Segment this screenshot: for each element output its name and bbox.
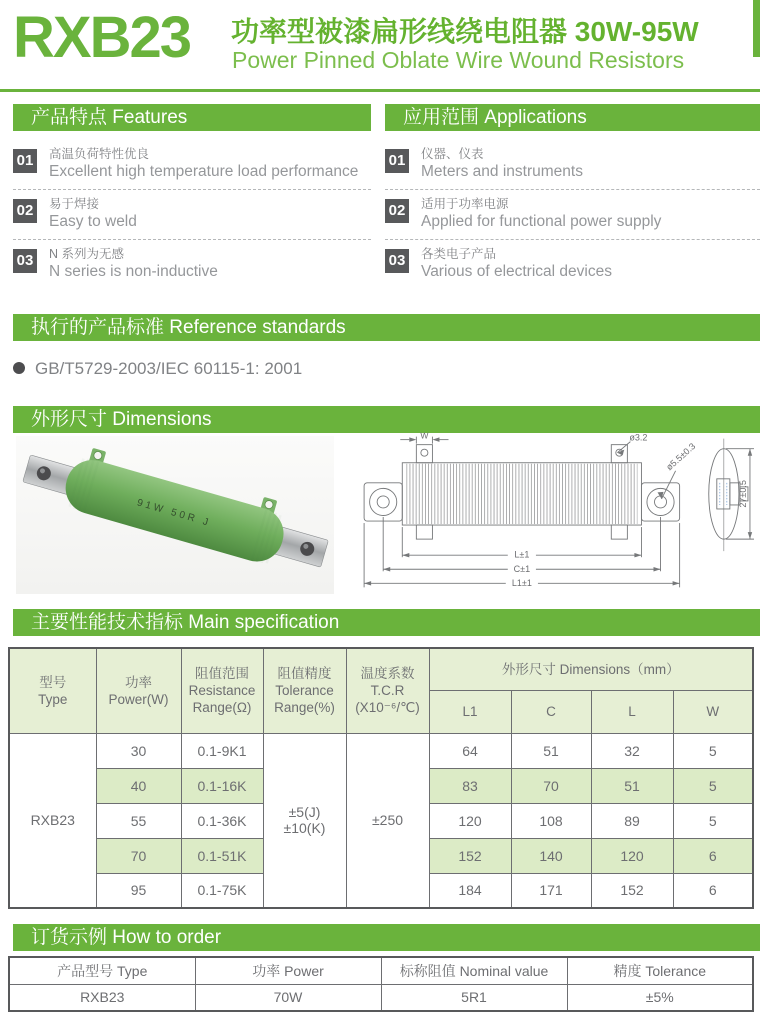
cell-l1: 184 bbox=[429, 873, 511, 908]
bullet-icon bbox=[13, 362, 25, 374]
list-item bbox=[385, 194, 760, 240]
cell-tcr: ±250 bbox=[346, 733, 429, 908]
col-header-line: Type bbox=[38, 691, 68, 707]
item-text-en: Easy to weld bbox=[49, 213, 137, 230]
col-header-tcr bbox=[346, 648, 429, 733]
dim-label-w: W bbox=[420, 430, 429, 441]
order-col-power: 功率 Power bbox=[195, 957, 381, 984]
dimensions-heading: 外形尺寸 Dimensions bbox=[13, 406, 760, 433]
item-number-badge: 01 bbox=[385, 149, 409, 173]
cell-c: 51 bbox=[511, 733, 591, 768]
col-header-line: 阻值范围 bbox=[195, 666, 249, 682]
col-header-l: L bbox=[591, 690, 673, 733]
cell-c: 171 bbox=[511, 873, 591, 908]
item-text-en: Applied for functional power supply bbox=[421, 213, 662, 230]
applications-list bbox=[385, 131, 760, 289]
cell-power: 30 bbox=[96, 733, 181, 768]
dim-label-tab-hole: ø3.2 bbox=[629, 432, 648, 443]
dim-label-l1: L1±1 bbox=[511, 577, 532, 588]
cell-l: 120 bbox=[591, 838, 673, 873]
col-header-line: Resistance bbox=[188, 683, 256, 699]
cell-range: 0.1-16K bbox=[181, 768, 263, 803]
col-header-dimensions: 外形尺寸 Dimensions（mm） bbox=[429, 648, 753, 690]
list-item bbox=[13, 194, 371, 240]
cell-l1: 64 bbox=[429, 733, 511, 768]
cell-c: 108 bbox=[511, 803, 591, 838]
col-header-line: 阻值精度 bbox=[277, 666, 332, 682]
dimension-drawing bbox=[344, 430, 758, 600]
cell-range: 0.1-36K bbox=[181, 803, 263, 838]
cell-range: 0.1-51K bbox=[181, 838, 263, 873]
item-text-en: Various of electrical devices bbox=[421, 263, 612, 280]
item-number-badge: 02 bbox=[13, 199, 37, 223]
order-col-nominal: 标称阻值 Nominal value bbox=[381, 957, 567, 984]
col-header-tolerance bbox=[263, 648, 346, 733]
item-number-badge: 03 bbox=[385, 249, 409, 273]
dim-label-c: C±1 bbox=[513, 563, 531, 574]
col-header-resistance-range bbox=[181, 648, 263, 733]
cell-l1: 120 bbox=[429, 803, 511, 838]
order-value-nominal: 5R1 bbox=[381, 984, 567, 1011]
applications-section bbox=[385, 104, 760, 289]
item-text-en: N series is non-inductive bbox=[49, 263, 218, 280]
col-header-line: 型号 bbox=[39, 674, 67, 690]
order-header-row bbox=[9, 957, 753, 984]
order-table bbox=[8, 956, 754, 1012]
item-number-badge: 01 bbox=[13, 149, 37, 173]
cell-c: 140 bbox=[511, 838, 591, 873]
cell-type: RXB23 bbox=[9, 733, 96, 908]
col-header-w: W bbox=[673, 690, 753, 733]
features-heading: 产品特点 Features bbox=[13, 104, 371, 131]
item-text-zh: 各类电子产品 bbox=[421, 247, 497, 261]
specification-heading: 主要性能技术指标 Main specification bbox=[13, 609, 760, 636]
list-item bbox=[13, 244, 371, 289]
col-header-power bbox=[96, 648, 181, 733]
resistor-photo-graphic bbox=[16, 436, 334, 594]
page-title-en: Power Pinned Oblate Wire Wound Resistors bbox=[232, 47, 685, 73]
standards-text: GB/T5729-2003/IEC 60115-1: 2001 bbox=[35, 359, 303, 378]
cell-power: 70 bbox=[96, 838, 181, 873]
features-section bbox=[13, 104, 371, 289]
cell-power: 40 bbox=[96, 768, 181, 803]
dim-label-l: L±1 bbox=[514, 549, 530, 560]
col-header-line: Range(%) bbox=[274, 700, 335, 716]
item-text-zh: 易于焊接 bbox=[49, 197, 100, 211]
cell-w: 6 bbox=[673, 838, 753, 873]
item-number-badge: 02 bbox=[385, 199, 409, 223]
col-header-line: 功率 bbox=[125, 674, 152, 690]
item-text-en: Excellent high temperature load performance bbox=[49, 163, 359, 180]
list-item bbox=[385, 244, 760, 289]
specification-table bbox=[8, 647, 754, 909]
cell-power: 55 bbox=[96, 803, 181, 838]
standards-item bbox=[13, 359, 302, 379]
cell-w: 5 bbox=[673, 733, 753, 768]
col-header-line: T.C.R bbox=[370, 683, 405, 699]
cell-l1: 152 bbox=[429, 838, 511, 873]
cell-w: 5 bbox=[673, 803, 753, 838]
applications-heading: 应用范围 Applications bbox=[385, 104, 760, 131]
corner-accent-tab bbox=[753, 0, 760, 57]
cell-l1: 83 bbox=[429, 768, 511, 803]
tolerance-line: ±5(J) bbox=[288, 804, 321, 821]
col-header-line: Power(W) bbox=[108, 691, 169, 707]
item-text-zh: 仪器、仪表 bbox=[421, 147, 484, 161]
tolerance-line: ±10(K) bbox=[283, 820, 326, 837]
item-text-zh: N 系列为无感 bbox=[49, 247, 125, 261]
col-header-l1: L1 bbox=[429, 690, 511, 733]
spec-row bbox=[9, 733, 753, 768]
col-header-line: 温度系数 bbox=[360, 666, 415, 682]
order-value-row bbox=[9, 984, 753, 1011]
cell-w: 5 bbox=[673, 768, 753, 803]
order-value-tolerance: ±5% bbox=[567, 984, 753, 1011]
order-value-type: RXB23 bbox=[9, 984, 195, 1011]
header-divider bbox=[0, 89, 760, 92]
order-value-power: 70W bbox=[195, 984, 381, 1011]
item-text-zh: 适用于功率电源 bbox=[421, 197, 509, 211]
col-header-line: Range(Ω) bbox=[192, 700, 252, 716]
order-col-type: 产品型号 Type bbox=[9, 957, 195, 984]
page-title-zh: 功率型被漆扁形线绕电阻器 30W-95W bbox=[231, 16, 699, 47]
product-model-logo: RXB23 bbox=[13, 5, 190, 70]
standards-heading: 执行的产品标准 Reference standards bbox=[13, 314, 760, 341]
cell-l: 51 bbox=[591, 768, 673, 803]
order-heading: 订货示例 How to order bbox=[13, 924, 760, 951]
cell-l: 32 bbox=[591, 733, 673, 768]
photo-marking-text: 91W 50R J bbox=[135, 497, 213, 530]
cell-l: 89 bbox=[591, 803, 673, 838]
item-text-zh: 高温负荷特性优良 bbox=[49, 147, 150, 161]
dimension-drawing-graphic bbox=[344, 430, 758, 600]
cell-power: 95 bbox=[96, 873, 181, 908]
dim-label-thickness: 27±0.5 bbox=[737, 480, 748, 508]
cell-range: 0.1-75K bbox=[181, 873, 263, 908]
cell-c: 70 bbox=[511, 768, 591, 803]
cell-w: 6 bbox=[673, 873, 753, 908]
order-col-tolerance: 精度 Tolerance bbox=[567, 957, 753, 984]
item-number-badge: 03 bbox=[13, 249, 37, 273]
features-list bbox=[13, 131, 371, 289]
dim-label-lug-hole: ø5.5±0.3 bbox=[664, 441, 698, 473]
cell-range: 0.1-9K1 bbox=[181, 733, 263, 768]
product-photo bbox=[16, 436, 334, 594]
col-header-line: Tolerance bbox=[275, 683, 334, 699]
list-item bbox=[13, 144, 371, 190]
cell-tolerance bbox=[263, 733, 346, 908]
col-header-type bbox=[9, 648, 96, 733]
col-header-line: (X10⁻⁶/℃) bbox=[355, 700, 420, 716]
cell-l: 152 bbox=[591, 873, 673, 908]
col-header-c: C bbox=[511, 690, 591, 733]
list-item bbox=[385, 144, 760, 190]
item-text-en: Meters and instruments bbox=[421, 163, 583, 180]
